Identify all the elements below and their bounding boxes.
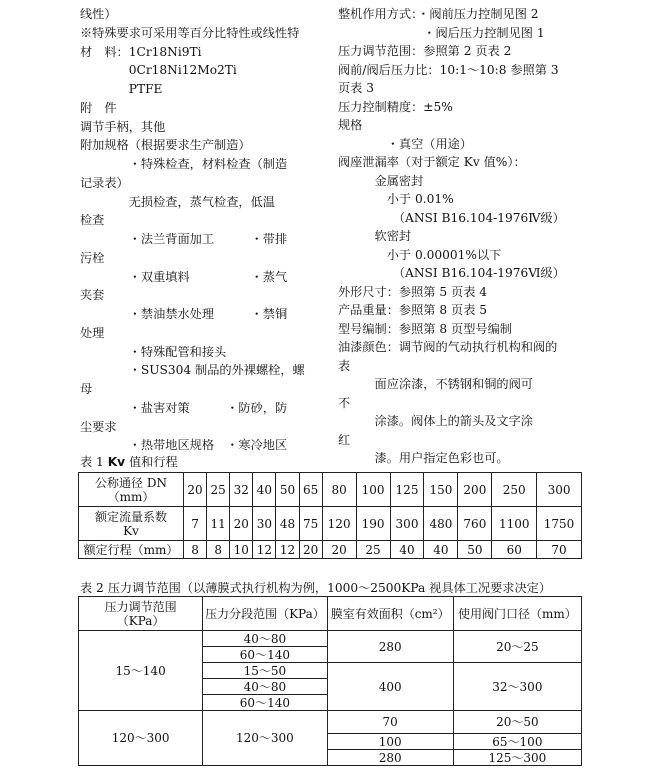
text-line: 附加规格（根据要求生产制造） [80, 138, 251, 153]
text-line: 附 件 [80, 100, 117, 115]
text-line: 调节手柄，其他 [80, 119, 166, 134]
t1-row-label: 额定行程（mm） [79, 541, 184, 559]
text-line: 红 [338, 432, 351, 447]
table1-caption: 表 1 Kv 值和行程 [80, 455, 178, 469]
t1-value-cell: 150 [424, 473, 458, 507]
t2-segment-cell: 15～50 [203, 663, 327, 679]
text-line: 压力调节范围：参照第 2 页表 2 [338, 44, 512, 58]
text-line: ※特殊要求可采用等百分比特性或线性特 [80, 25, 300, 40]
t2-segment-cell: 40～80 [203, 679, 327, 695]
text-line: 不 [338, 395, 351, 410]
t1-value-cell: 1100 [492, 507, 537, 541]
text-line: 记录表） [80, 175, 129, 190]
text-line: 漆。用户指定色彩也可。 [338, 451, 509, 465]
text-line: ・特殊检查，材料检查（制造 [80, 157, 288, 171]
t2-area-cell: 100 [327, 734, 453, 750]
t1-value-cell: 40 [390, 541, 424, 559]
text-line: 小于 0.00001%以下 [338, 247, 502, 262]
t1-value-cell: 12 [276, 541, 299, 559]
pressure-table [78, 596, 582, 766]
t1-value-cell: 20 [184, 473, 207, 507]
t1-value-cell: 100 [356, 473, 390, 507]
t2-segment-cell: 40～80 [203, 631, 327, 647]
t1-value-cell: 300 [390, 507, 424, 541]
t1-value-cell: 120 [322, 507, 356, 541]
t2-segment-cell: 60～140 [203, 647, 327, 663]
t1-value-cell: 50 [458, 541, 492, 559]
text-line: 尘要求 [80, 419, 117, 434]
t2-header-segment: 压力分段范围（KPa） [203, 597, 327, 631]
text-line: 油漆颜色：调节阀的气动执行机构和阀的 [338, 340, 558, 354]
t2-size-cell: 20～25 [453, 631, 581, 663]
t1-value-cell: 32 [230, 473, 253, 507]
text-line: ・双重填料 ・蒸气 [80, 269, 288, 284]
text-line: 表 [338, 358, 351, 373]
t1-value-cell: 8 [207, 541, 230, 559]
text-line: 线性） [80, 7, 117, 21]
t1-value-cell: 70 [537, 541, 582, 559]
t1-value-cell: 125 [390, 473, 424, 507]
text-line: ・热带地区规格 ・寒冷地区 [80, 438, 288, 453]
t1-value-cell: 1750 [537, 507, 582, 541]
t1-value-cell: 40 [253, 473, 276, 507]
t2-size-cell: 65～100 [453, 734, 581, 750]
t1-value-cell: 20 [322, 541, 356, 559]
t1-value-cell: 8 [184, 541, 207, 559]
t1-value-cell: 65 [299, 473, 322, 507]
table-row [79, 541, 582, 559]
text-line: 整机作用方式：・阀前压力控制见图 2 [338, 7, 539, 21]
text-line: 软密封 [338, 229, 412, 243]
t2-segment-cell: 60～140 [203, 695, 327, 711]
text-line: 处理 [80, 325, 105, 340]
text-line: 无损检查，蒸气检查，低温 [80, 194, 275, 209]
t2-range-cell: 120～300 [79, 711, 203, 766]
t1-value-cell: 40 [424, 541, 458, 559]
text-line: 规格 [338, 118, 363, 132]
t1-value-cell: 7 [184, 507, 207, 541]
t2-header-range: 压力调节范围 （KPa） [79, 597, 203, 631]
text-line: 阀前/阀后压力比：10:1～10:8 参照第 3 [338, 62, 559, 77]
t2-area-cell: 280 [327, 631, 453, 663]
t1-row-label: 公称通径 DN （mm） [79, 473, 184, 507]
table-row [79, 473, 582, 507]
t2-area-cell: 280 [327, 750, 453, 766]
t1-value-cell: 10 [230, 541, 253, 559]
t2-segment-cell: 120～300 [203, 711, 327, 766]
text-line: 0Cr18Ni12Mo2Ti [80, 63, 237, 78]
t1-value-cell: 50 [276, 473, 299, 507]
text-line: ・法兰背面加工 ・带排 [80, 232, 288, 246]
text-line: ・真空（用途） [338, 136, 473, 151]
t1-value-cell: 20 [299, 541, 322, 559]
text-line: ・SUS304 制品的外裸螺栓，螺 [80, 363, 305, 378]
text-line: 页表 3 [338, 81, 375, 95]
t2-size-cell: 125～300 [453, 750, 581, 766]
t1-value-cell: 190 [356, 507, 390, 541]
table2-caption: 表 2 压力调节范围（以薄膜式执行机构为例，1000～2500KPa 视具体工况要求决定） [80, 581, 552, 595]
text-line: （ANSI B16.104-1976Ⅵ级） [338, 266, 565, 280]
t2-range-cell: 15～140 [79, 631, 203, 711]
t1-value-cell: 80 [322, 473, 356, 507]
text-line: 阀座泄漏率（对于额定 Kv 值%）： [338, 155, 526, 169]
t1-value-cell: 60 [492, 541, 537, 559]
t1-value-cell: 200 [458, 473, 492, 507]
kv-table [78, 472, 582, 559]
text-line: 金属密封 [338, 173, 424, 188]
t1-value-cell: 30 [253, 507, 276, 541]
t1-value-cell: 480 [424, 507, 458, 541]
text-line: 产品重量：参照第 8 页表 5 [338, 303, 488, 317]
t1-value-cell: 760 [458, 507, 492, 541]
text-line: ・特殊配管和接头 [80, 344, 227, 359]
table-row [79, 507, 582, 541]
text-line: 外形尺寸：参照第 5 页表 4 [338, 284, 488, 299]
text-line: 检查 [80, 213, 105, 228]
text-line: 面应涂漆，不锈钢和铜的阀可 [338, 377, 533, 391]
text-line: 污栓 [80, 250, 105, 265]
t1-value-cell: 20 [230, 507, 253, 541]
t1-value-cell: 25 [356, 541, 390, 559]
t2-header-size: 使用阀门口径（mm） [453, 597, 581, 631]
text-line: 母 [80, 382, 93, 396]
text-line: 涂漆。阀体上的箭头及文字涂 [338, 414, 533, 428]
t1-value-cell: 12 [253, 541, 276, 559]
text-line: 材 料：1Cr18Ni9Ti [80, 44, 202, 59]
text-line: （ANSI B16.104-1976Ⅳ级） [338, 210, 565, 225]
t1-value-cell: 25 [207, 473, 230, 507]
text-line: 夹套 [80, 288, 105, 303]
text-line: ・禁油禁水处理 ・禁铜 [80, 307, 288, 321]
t2-size-cell: 20～50 [453, 711, 581, 734]
t1-value-cell: 250 [492, 473, 537, 507]
text-line: 压力控制精度：±5% [338, 99, 453, 114]
t2-area-cell: 70 [327, 711, 453, 734]
t1-value-cell: 300 [537, 473, 582, 507]
t1-row-label: 额定流量系数 Kv [79, 507, 184, 541]
text-line: 小于 0.01% [338, 192, 454, 206]
t1-value-cell: 11 [207, 507, 230, 541]
t2-area-cell: 400 [327, 663, 453, 711]
text-line: ・阀后压力控制见图 1 [338, 25, 545, 40]
text-line: 型号编制：参照第 8 页型号编制 [338, 321, 512, 336]
text-line: PTFE [80, 82, 163, 96]
t1-value-cell: 75 [299, 507, 322, 541]
text-line: ・盐害对策 ・防砂，防 [80, 400, 288, 415]
t1-value-cell: 48 [276, 507, 299, 541]
t2-header-area: 膜室有效面积（cm²） [327, 597, 453, 631]
t2-size-cell: 32～300 [453, 663, 581, 711]
